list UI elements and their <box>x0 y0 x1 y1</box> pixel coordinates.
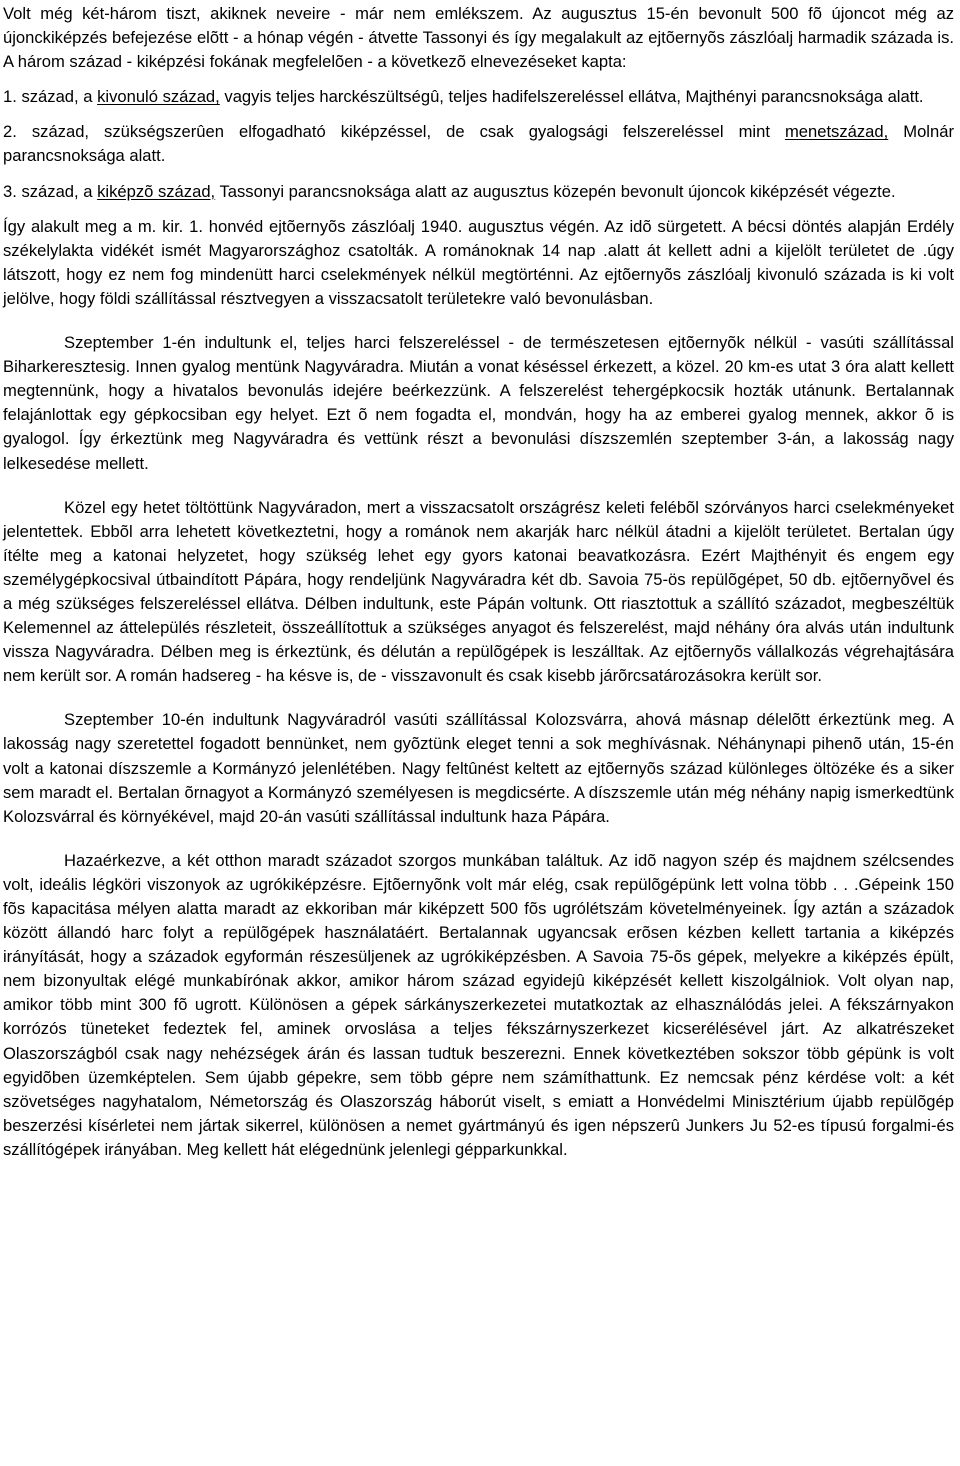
company-3-designation: kiképzõ század, <box>97 181 216 201</box>
intro-text-2: A három század - kiképzési fokának megfelelõen - a következõ elnevezéseket kapta: <box>3 52 627 72</box>
company-2-prefix: 2. század, szükségszerûen elfogadható kiképzéssel, de csak gyalogsági felszereléssel mint <box>3 122 785 142</box>
september-1-paragraph: Szeptember 1-én indultunk el, teljes harci felszereléssel - de természetesen ejtõernyõk nélkül - vasúti szállítással Biharkeresztesig. Innen gyalog mentünk Nagyváradra. Miután a vonat késéssel érkezett, a közel. 20 km-es utat 3 óra alatt kellett megtennünk, hogy a hivatalos bevonulás idejére beérkezzünk. A felszerelést tehergépkocsik hozták utánunk. Bertalannak felajánlottak egy gépkocsiban egy helyet. Ezt õ nem fogadta el, mondván, hogy ha az emberei gyalog mennek, akkor õ is gyalogol. Így érkeztünk meg Nagyváradra és vettünk részt a bevonulási díszszemlén szeptember 3-án, a lakosság nagy lelkesedése mellett. <box>3 333 954 473</box>
company-2-suffix: Molnár parancsnoksága alatt. <box>3 122 954 166</box>
company-3-prefix: 3. század, a <box>3 181 98 201</box>
nagyvarad-week-paragraph: Közel egy hetet töltöttünk Nagyváradon, mert a visszacsatolt országrész keleti felébõl szórványos harci cselekményeket jelentettek. Ebbõl arra lehetett következtetni, hogy a románok nem akarják harc nélkül átadni a kijelölt területet. Bertalan úgy ítélte meg a katonai helyzetet, hogy szükség lehet egy gyors katonai beavatkozásra. Ezért Majthényit és engem egy személygépkocsival útbaindított Pápára, hogy rendeljünk Nagyváradra két db. Savoia 75-ös repülõgépet, 50 db. ejtõernyõvel és a még szükséges felszereléssel ellátva. Délben indultunk, este Pápán voltunk. Ott riasztottuk a szállító századot, megbeszéltük Kelemennel az áttelepülés részleteit, összeállítottuk a szükséges anyagot és felszerelést, majd néhány óra alvás után indultunk vissza Nagyváradra. Délben meg is érkeztünk, és délután a repülõgépek is leszálltak. Az ejtõernyõs vállalkozás végrehajtására nem került sor. A román hadsereg - ha késve is, de - visszavonult és csak kisebb járõrcsatározásokra került sor. <box>3 497 954 686</box>
september-10-paragraph: Szeptember 10-én indultunk Nagyváradról vasúti szállítással Kolozsvárra, ahová másnap délelõtt érkeztünk meg. A lakosság nagy szeretettel fogadott bennünket, nem gyõztünk eleget tenni a sok meghívásnak. Néhánynapi pihenõ után, 15-én volt a katonai díszszemle a Kormányzó jelenlétében. Nagy feltûnést keltett az ejtõernyõs század különleges öltözéke és a siker sem maradt el. Bertalan õrnagyot a Kormányzó személyesen is megdicsérte. A díszszemle után még néhány napig ismerkedtünk Kolozsvárral és környékével, majd 20-án vasúti szállítással indultunk haza Pápára. <box>3 710 954 826</box>
intro-text-1: Volt még két-három tiszt, akiknek neveire - már nem emlékszem. Az augusztus 15-én bevonult 500 fõ újoncot még az újonckiképzés befejezése elõtt - a hónap végén - átvette Tassonyi és így megalakult az ejtõernyõs zászlóalj harmadik százada is. <box>3 4 954 48</box>
company-3-paragraph <box>3 180 954 204</box>
company-3-suffix: Tassonyi parancsnoksága alatt az augusztus közepén bevonult újoncok kiképzését végezte. <box>215 181 896 201</box>
company-1-prefix: 1. század, a <box>3 87 98 107</box>
intro-paragraph <box>3 2 954 74</box>
company-1-designation: kivonuló század, <box>97 87 220 107</box>
company-1-suffix: vagyis teljes harckészültségû, teljes hadifelszereléssel ellátva, Majthényi parancsnoksága alatt. <box>219 87 924 107</box>
company-2-designation: menetszázad, <box>784 122 889 142</box>
document-page <box>3 2 954 1162</box>
company-2-paragraph <box>3 120 954 168</box>
company-1-paragraph <box>3 85 954 109</box>
formation-paragraph: Így alakult meg a m. kir. 1. honvéd ejtõernyõs zászlóalj 1940. augusztus végén. Az idõ sürgetett. A bécsi döntés alapján Erdély székelylakta vidékét ismét Magyarországhoz csatolták. A románoknak 14 nap .alatt át kellett adni a kijelölt területet de .úgy látszott, hogy ez nem fog mindenütt harci cselekmények nélkül megtörténni. Az ejtõernyõs zászlóalj kivonuló százada is ki volt jelölve, hogy földi szállítással résztvegyen a visszacsatolt területekre való bevonulásban. <box>3 216 954 308</box>
homecoming-paragraph: Hazaérkezve, a két otthon maradt századot szorgos munkában találtuk. Az idõ nagyon szép és majdnem szélcsendes volt, ideális légköri viszonyok az ugrókiképzésre. Ejtõernyõnk volt már elég, csak repülõgépünk lett volna több . . .Gépeink 150 fõs kapacitása mélyen alatta maradt az ekkoriban már kiképzett 500 fõs ugrólétszám követelményeinek. Így aztán a századok között állandó harc folyt a repülõgépek használatáért. Bertalannak ugyancsak erõsen kézben kellett tartania a kiképzés irányítását, hogy a századok egyformán részesüljenek az ugrókiképzésben. A Savoia 75-õs gépek, melyekre a kiképzés épült, nem bizonyultak elégé munkabírónak akkor, amikor három század egyidejû kiképzését kellett kiszolgálniok. Volt olyan nap, amikor több mint 300 fõ ugrott. Különösen a gépek sárkányszerkezetei mutatkoztak az elhasználódás jelei. A fékszárnyakon korrózós tüneteket fedeztek fel, aminek orvoslása a teljes fékszárnyszerkezet kicserélésével járt. Az alkatrészeket Olaszországból csak nagy nehézségek árán és lassan tudtuk beszerezni. Ennek következtében sokszor több gépünk is volt egyidõben üzemképtelen. Sem újabb gépekre, sem több gépre nem számíthattunk. Ez nemcsak pénz kérdése volt: a két szövetséges nagyhatalom, Németország és Olaszország háborút viselt, s emiatt a Honvédelmi Minisztérium újabb repülõgép beszerzési kísérletei nem jártak sikerrel, különösen a nemet gyártmányú és igen népszerû Junkers Ju 52-es típusú forgalmi-és szállítógépek irányában. Meg kellett hát elégednünk jelenlegi gépparkunkkal. <box>3 850 954 1159</box>
